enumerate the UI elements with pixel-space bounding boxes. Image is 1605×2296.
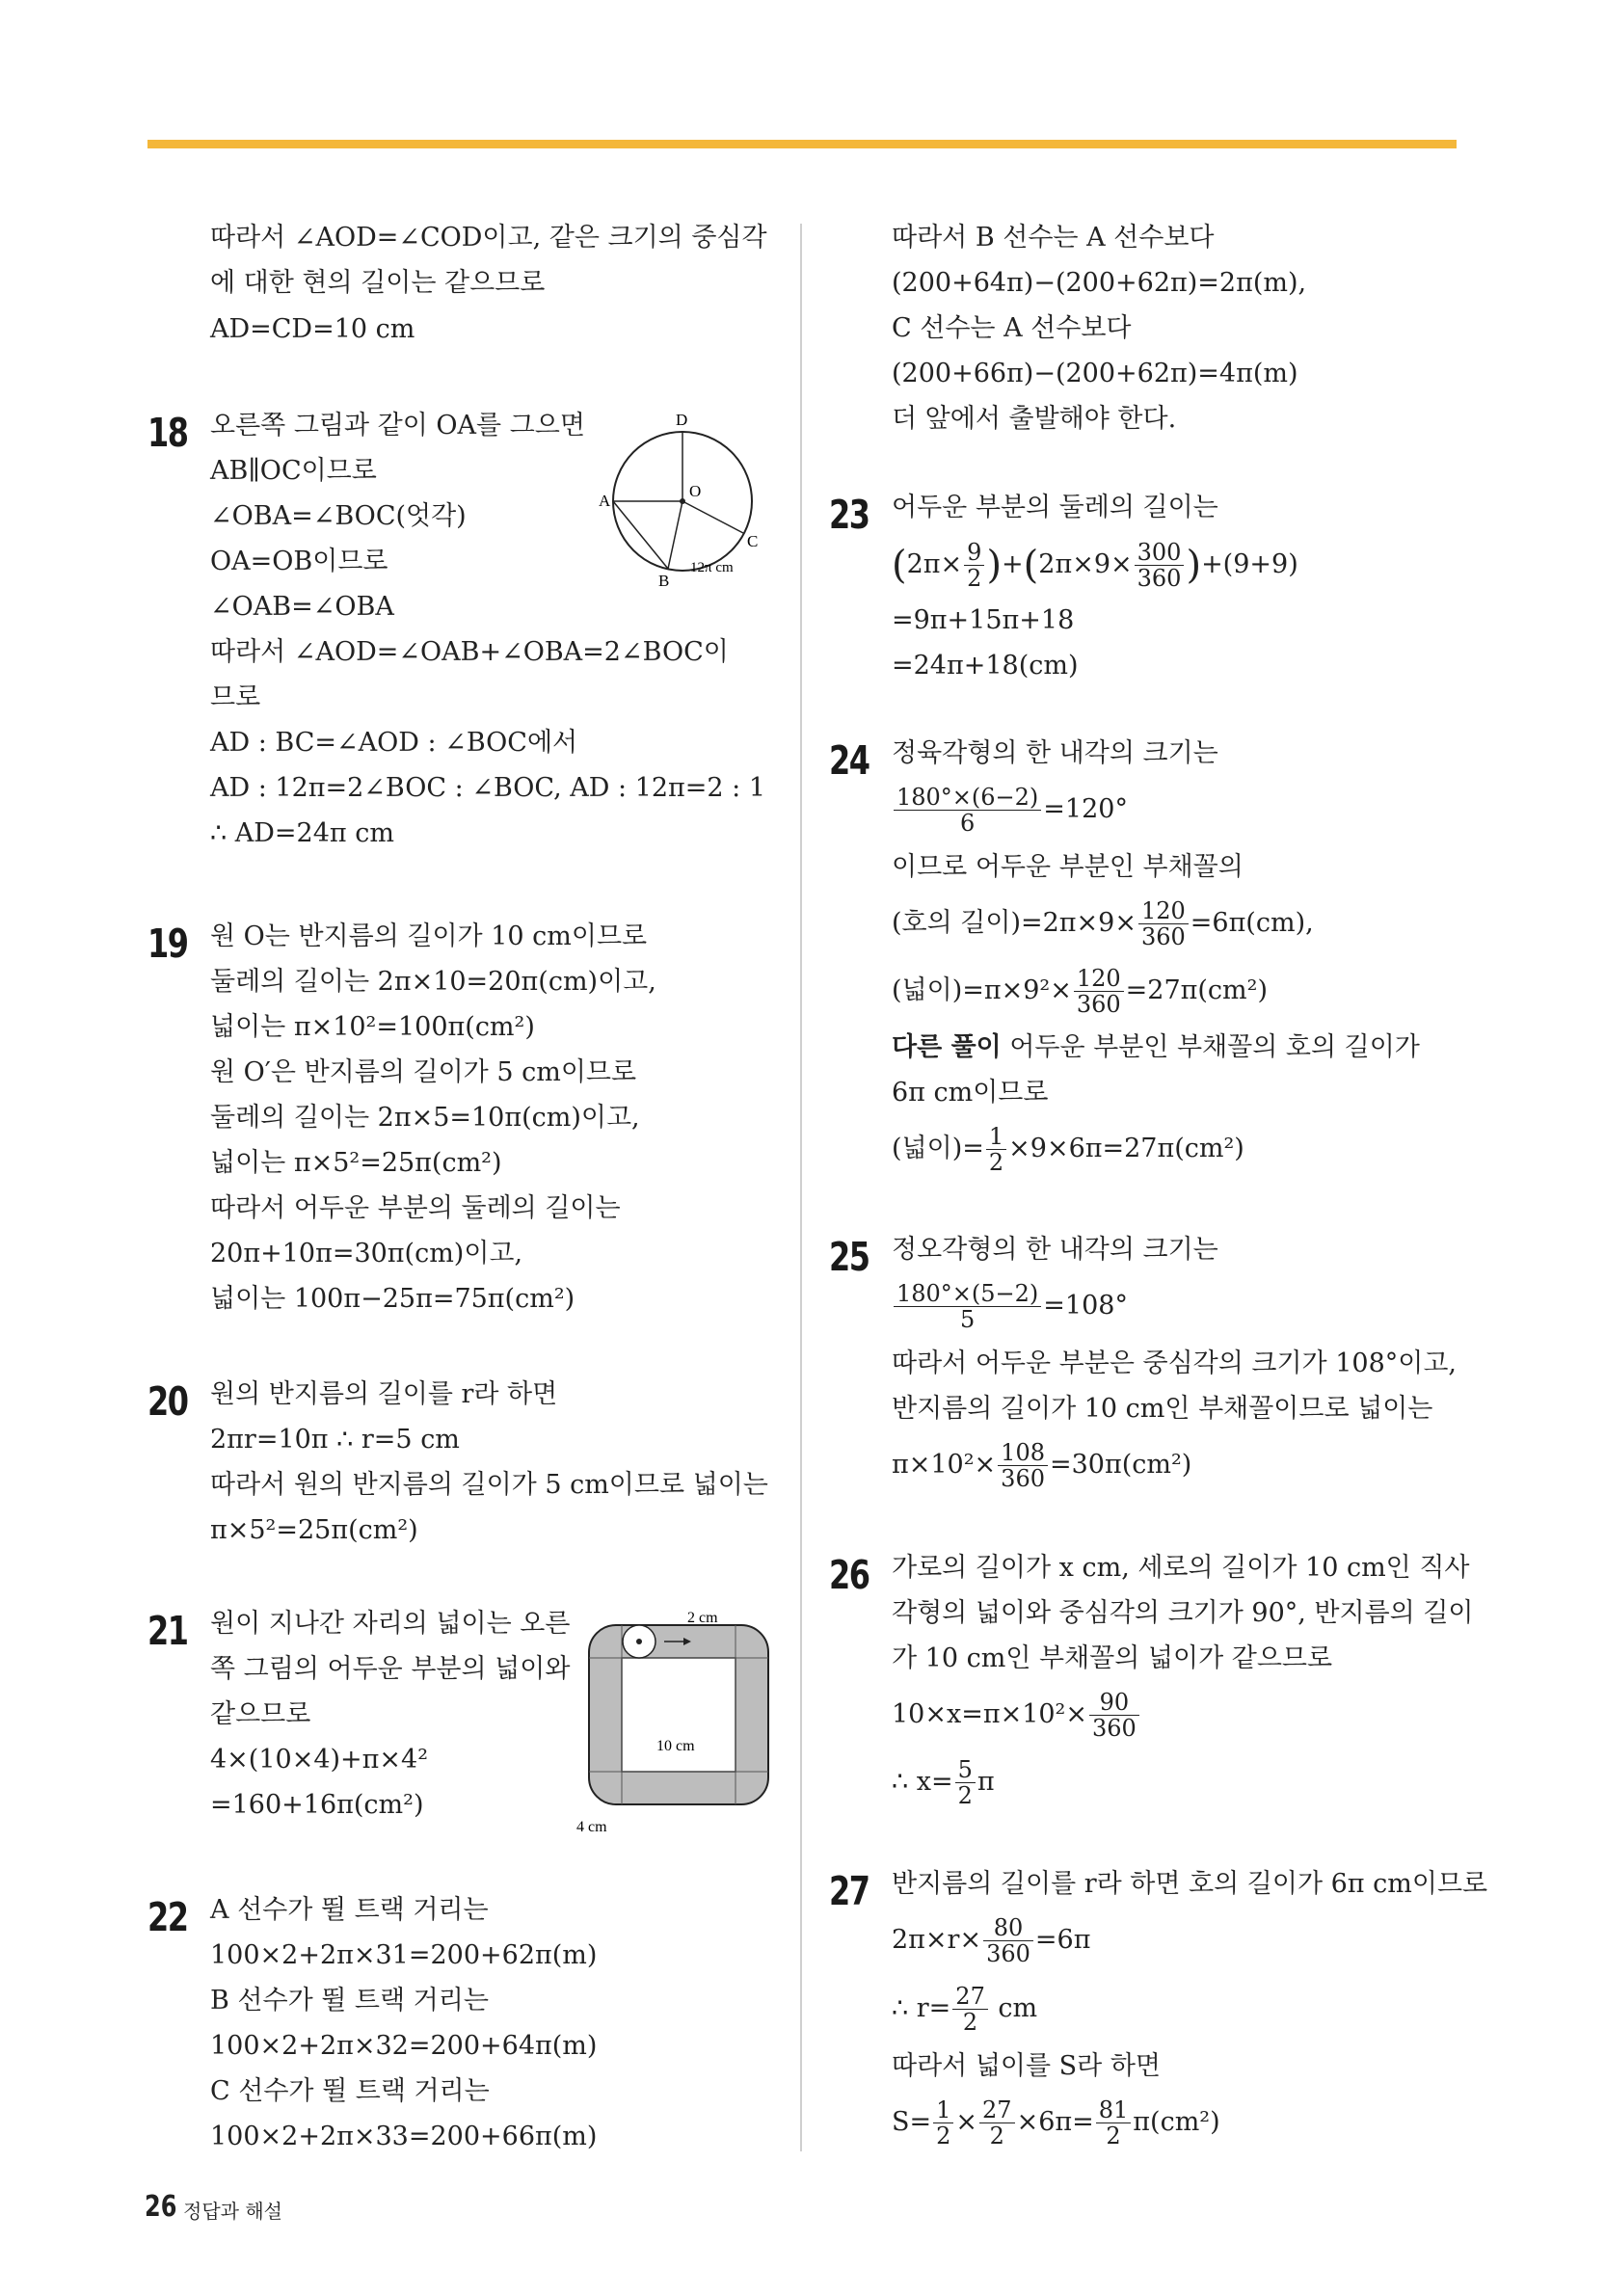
text-line: B 선수가 뛸 트랙 거리는 <box>210 1986 489 2016</box>
equation-line: (넓이)=π×9²× $\frac{120}{360}$ =27π(cm²) <box>892 965 1269 1018</box>
equation-line: (2π× $\frac{9}{2}$ )+(2π×9× $\frac{300}{360}$ )+(9+9) <box>892 539 1298 592</box>
problem-number: 22 <box>147 1894 188 1940</box>
equation-line: $\frac{180^\circ\times(5-2)}{5}$ =108° <box>892 1279 1128 1333</box>
equation-line: (호의 길이)=2π×9× $\frac{120}{360}$ =6π(cm), <box>892 897 1314 950</box>
text-line: 20π+10π=30π(cm)이고, <box>210 1239 523 1268</box>
text-line: ∴ AD=24π cm <box>210 818 394 848</box>
problem-number: 26 <box>829 1552 869 1598</box>
equation-line: 2π×r× $\frac{80}{360}$ =6π <box>892 1914 1091 1967</box>
page-number: 26 <box>145 2190 177 2224</box>
problem-number: 18 <box>147 410 188 456</box>
square-path-figure <box>572 1608 779 1839</box>
text-line: =24π+18(cm) <box>892 651 1079 681</box>
text-line: 따라서 넓이를 S라 하면 <box>892 2051 1161 2081</box>
text-line: 이므로 어두운 부분인 부채꼴의 <box>892 852 1244 882</box>
equation-line: ∴ x= $\frac{5}{2}$ π <box>892 1756 995 1809</box>
text-line: 넓이는 π×10²=100π(cm²) <box>210 1012 535 1042</box>
problem-number: 23 <box>829 492 869 538</box>
text-line: 따라서 ∠AOD=∠COD이고, 같은 크기의 중심각 <box>210 223 767 253</box>
text-line: 원 O′은 반지름의 길이가 5 cm이므로 <box>210 1057 637 1087</box>
text-line: 따라서 어두운 부분의 둘레의 길이는 <box>210 1193 621 1223</box>
text-line: 따라서 어두운 부분은 중심각의 크기가 108°이고, <box>892 1348 1458 1378</box>
text-line: 원이 지나간 자리의 넓이는 오른 <box>210 1609 571 1639</box>
text-line: 므로 <box>210 682 261 712</box>
text-line: (200+64π)−(200+62π)=2π(m), <box>892 268 1307 298</box>
equation-line: $\frac{180^\circ\times(6-2)}{6}$ =120° <box>892 783 1128 837</box>
column-divider <box>800 224 802 2151</box>
equation-line: 10×x=π×10²× $\frac{90}{360}$ <box>892 1688 1141 1742</box>
text-line: 넓이는 100π−25π=75π(cm²) <box>210 1284 575 1314</box>
fig-label-b: B <box>658 572 670 590</box>
problem-number: 21 <box>147 1608 188 1654</box>
text-line: 어두운 부분의 둘레의 길이는 <box>892 493 1218 522</box>
text-line: 100×2+2π×32=200+64π(m) <box>210 2031 598 2061</box>
text-line: 오른쪽 그림과 같이 OA를 그으면 <box>210 411 585 441</box>
text-line: 따라서 ∠AOD=∠OAB+∠OBA=2∠BOC이 <box>210 637 729 667</box>
text-line: C 선수는 A 선수보다 <box>892 313 1132 343</box>
text-line: 원 O는 반지름의 길이가 10 cm이므로 <box>210 921 648 951</box>
text-line: 100×2+2π×31=200+62π(m) <box>210 1940 598 1970</box>
problem-number: 25 <box>829 1234 869 1280</box>
alt-solution-label: 다른 풀이 <box>892 1032 1002 1062</box>
text-line: 정오각형의 한 내각의 크기는 <box>892 1235 1218 1265</box>
text-line: 더 앞에서 출발해야 한다. <box>892 404 1177 434</box>
fig-label-mid: 10 cm <box>656 1738 695 1754</box>
fig-label-top: 2 cm <box>687 1610 718 1626</box>
text-line: =9π+15π+18 <box>892 605 1075 635</box>
text-line: 반지름의 길이가 10 cm인 부채꼴이므로 넓이는 <box>892 1394 1433 1424</box>
fig-label-a: A <box>599 492 611 510</box>
problem-number: 27 <box>829 1868 869 1914</box>
text-line: (200+66π)−(200+62π)=4π(m) <box>892 359 1298 388</box>
problem-number: 20 <box>147 1378 188 1425</box>
text-line: 100×2+2π×33=200+66π(m) <box>210 2122 598 2151</box>
equation-line: ∴ r= $\frac{27}{2}$ cm <box>892 1983 1038 2036</box>
problem-number: 19 <box>147 921 188 967</box>
text-line: ∠OBA=∠BOC(엇각) <box>210 501 467 531</box>
text-line: ∠OAB=∠OBA <box>210 592 394 622</box>
text-line: π×5²=25π(cm²) <box>210 1515 418 1545</box>
text-line: 둘레의 길이는 2π×5=10π(cm)이고, <box>210 1103 640 1133</box>
text-line: C 선수가 뛸 트랙 거리는 <box>210 2076 490 2106</box>
equation-line: π×10²× $\frac{108}{360}$ =30π(cm²) <box>892 1439 1192 1492</box>
text-line: 같으므로 <box>210 1699 311 1729</box>
footer-label: 정답과 해설 <box>183 2200 282 2223</box>
text-line: 에 대한 현의 길이는 같으므로 <box>210 268 546 298</box>
text-line: 둘레의 길이는 2π×10=20π(cm)이고, <box>210 967 656 997</box>
text-line: 가 10 cm인 부채꼴의 넓이가 같으므로 <box>892 1643 1333 1673</box>
fig-label-bottom: 4 cm <box>576 1819 607 1835</box>
text-line: 다른 풀이 어두운 부분인 부채꼴의 호의 길이가 <box>892 1032 1420 1062</box>
fig-label-c: C <box>747 532 759 550</box>
text-line: AD : BC=∠AOD : ∠BOC에서 <box>210 728 578 758</box>
text-line: AB∥OC이므로 <box>210 456 377 486</box>
text-line: 반지름의 길이를 r라 하면 호의 길이가 6π cm이므로 <box>892 1869 1488 1899</box>
text-line: 쪽 그림의 어두운 부분의 넓이와 <box>210 1654 571 1684</box>
fig-label-d: D <box>676 411 688 429</box>
text-line: 원의 반지름의 길이를 r라 하면 <box>210 1379 558 1409</box>
circle-figure <box>601 410 764 588</box>
text-line: A 선수가 뛸 트랙 거리는 <box>210 1895 489 1925</box>
text-line: 정육각형의 한 내각의 크기는 <box>892 738 1218 768</box>
text-line: 2πr=10π ∴ r=5 cm <box>210 1425 460 1455</box>
text-line: 가로의 길이가 x cm, 세로의 길이가 10 cm인 직사 <box>892 1553 1470 1583</box>
text-line: 6π cm이므로 <box>892 1078 1049 1108</box>
problem-number: 24 <box>829 737 869 784</box>
equation-line: (넓이)= $\frac{1}{2}$ ×9×6π=27π(cm²) <box>892 1123 1244 1176</box>
equation-line: S= $\frac{1}{2}$ × $\frac{27}{2}$ ×6π= $\frac{81}{2}$ π(cm²) <box>892 2096 1220 2149</box>
fig-label-o: O <box>689 482 702 500</box>
text-line: 따라서 B 선수는 A 선수보다 <box>892 223 1215 253</box>
text-line: OA=OB이므로 <box>210 547 388 576</box>
text-line: =160+16π(cm²) <box>210 1790 424 1820</box>
text-line: 넓이는 π×5²=25π(cm²) <box>210 1148 502 1178</box>
fig-label-arc: 12π cm <box>690 560 734 575</box>
text-line: AD : 12π=2∠BOC : ∠BOC, AD : 12π=2 : 1 <box>210 773 766 803</box>
top-accent-bar <box>147 140 1457 148</box>
text-line: 따라서 원의 반지름의 길이가 5 cm이므로 넓이는 <box>210 1470 768 1500</box>
text-line: 각형의 넓이와 중심각의 크기가 90°, 반지름의 길이 <box>892 1598 1474 1628</box>
text-line: AD=CD=10 cm <box>210 314 415 344</box>
text-line: 4×(10×4)+π×4² <box>210 1745 429 1775</box>
